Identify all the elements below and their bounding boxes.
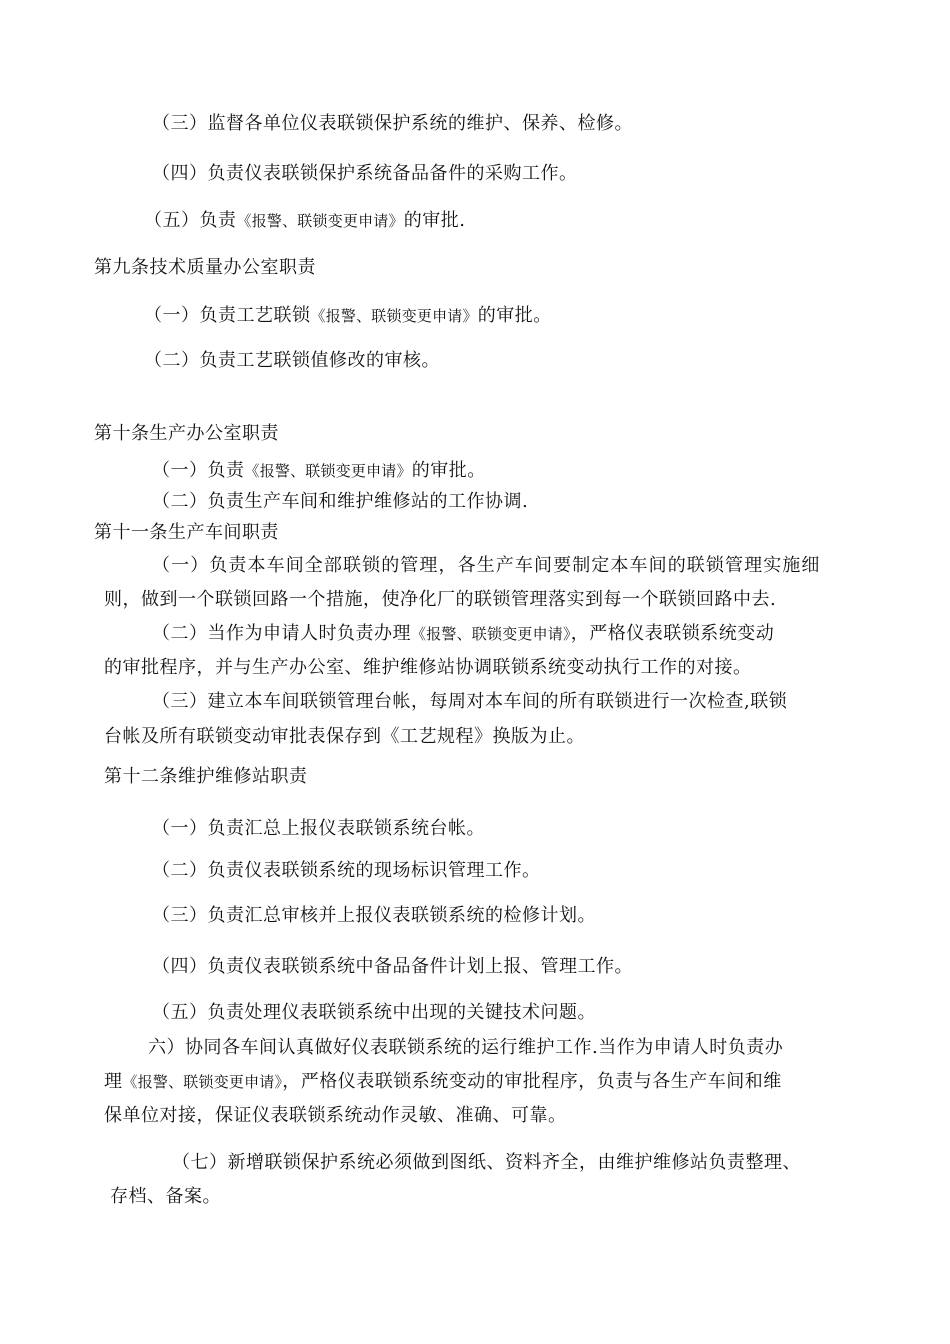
line-text: 台帐及所有联锁变动审批表保存到《工艺规程》换版为止。 [104, 726, 585, 747]
line-text: 存档、备案。 [110, 1186, 221, 1207]
paragraph-line [144, 304, 552, 328]
form-title: 《报警、联锁变更申请》 [411, 625, 571, 643]
form-title: 《报警、联锁变更申请》 [310, 307, 478, 325]
line-text: 则，做到一个联锁回路一个措施，使净化厂的联锁管理落实到每一个联锁回路中去. [104, 589, 777, 610]
line-text: （一）负责 [152, 460, 245, 481]
paragraph-line [104, 1070, 782, 1094]
line-text: （二）负责生产车间和维护维修站的工作协调. [152, 491, 529, 512]
line-text: （四）负责仪表联锁保护系统备品备件的采购工作。 [152, 163, 578, 184]
paragraph-line [144, 209, 465, 233]
paragraph-line [152, 859, 541, 883]
section-heading [94, 521, 279, 545]
line-text: （三）负责汇总审核并上报仪表联锁系统的检修计划。 [152, 905, 596, 926]
paragraph-line [152, 162, 578, 186]
line-text: 的审批程序，并与生产办公室、维护维修站协调联锁系统变动执行工作的对接。 [104, 657, 752, 678]
line-text: （五）负责 [144, 210, 237, 231]
paragraph-line [152, 554, 821, 578]
line-text: （七）新增联锁保护系统必须做到图纸、资料齐全，由维护维修站负责整理、 [172, 1152, 801, 1173]
paragraph-line [104, 725, 585, 749]
line-text: ，严格仪表联锁系统变动的审批程序，负责与各生产车间和维 [282, 1071, 782, 1092]
paragraph-line [104, 1104, 567, 1128]
paragraph-line [152, 459, 486, 483]
paragraph-line [152, 690, 787, 714]
line-text: 的审批。 [477, 305, 552, 326]
paragraph-line [104, 656, 752, 680]
heading-text: 第十二条维护维修站职责 [104, 766, 308, 787]
paragraph-line [152, 817, 485, 841]
heading-text: 第十条生产办公室职责 [94, 423, 279, 444]
line-text: （二）当作为申请人时负责办理 [152, 623, 411, 644]
line-text: 理 [104, 1071, 123, 1092]
paragraph-line [110, 1185, 221, 1209]
line-text: 六）协同各车间认真做好仪表联锁系统的运行维护工作.当作为申请人时负责办 [148, 1037, 784, 1058]
paragraph-line [152, 622, 774, 646]
line-text: （三）监督各单位仪表联锁保护系统的维护、保养、检修。 [152, 113, 633, 134]
line-text: （五）负责处理仪表联锁系统中出现的关键技术问题。 [152, 1002, 596, 1023]
line-text: 的审批。 [411, 460, 486, 481]
paragraph-line [152, 112, 633, 136]
form-title: 《报警、联锁变更申请》 [244, 462, 412, 480]
form-title: 《报警、联锁变更申请》 [122, 1073, 283, 1091]
paragraph-line [152, 1001, 596, 1025]
line-text: 的审批. [403, 210, 466, 231]
line-text: （三）建立本车间联锁管理台帐，每周对本车间的所有联锁进行一次检查,联锁 [152, 691, 788, 712]
heading-text: 第十一条生产车间职责 [94, 522, 279, 543]
line-text: （一）负责本车间全部联锁的管理，各生产车间要制定本车间的联锁管理实施细 [152, 555, 821, 576]
line-text: 保单位对接，保证仪表联锁系统动作灵敏、准确、可靠。 [104, 1105, 567, 1126]
heading-text: 第九条技术质量办公室职责 [94, 257, 316, 278]
section-heading [94, 256, 316, 280]
form-title: 《报警、联锁变更申请》 [236, 212, 404, 230]
paragraph-line [152, 955, 633, 979]
paragraph-line [144, 349, 440, 373]
section-heading [104, 765, 308, 789]
line-text: （一）负责工艺联锁 [144, 305, 311, 326]
line-text: （一）负责汇总上报仪表联锁系统台帐。 [152, 818, 485, 839]
paragraph-line [104, 588, 776, 612]
line-text: ，严格仪表联锁系统变动 [570, 623, 775, 644]
line-text: （二）负责工艺联锁值修改的审核。 [144, 350, 440, 371]
paragraph-line [172, 1151, 801, 1175]
paragraph-line [148, 1036, 783, 1060]
section-heading [94, 422, 279, 446]
paragraph-line [152, 490, 528, 514]
paragraph-line [152, 904, 596, 928]
line-text: （二）负责仪表联锁系统的现场标识管理工作。 [152, 860, 541, 881]
line-text: （四）负责仪表联锁系统中备品备件计划上报、管理工作。 [152, 956, 633, 977]
